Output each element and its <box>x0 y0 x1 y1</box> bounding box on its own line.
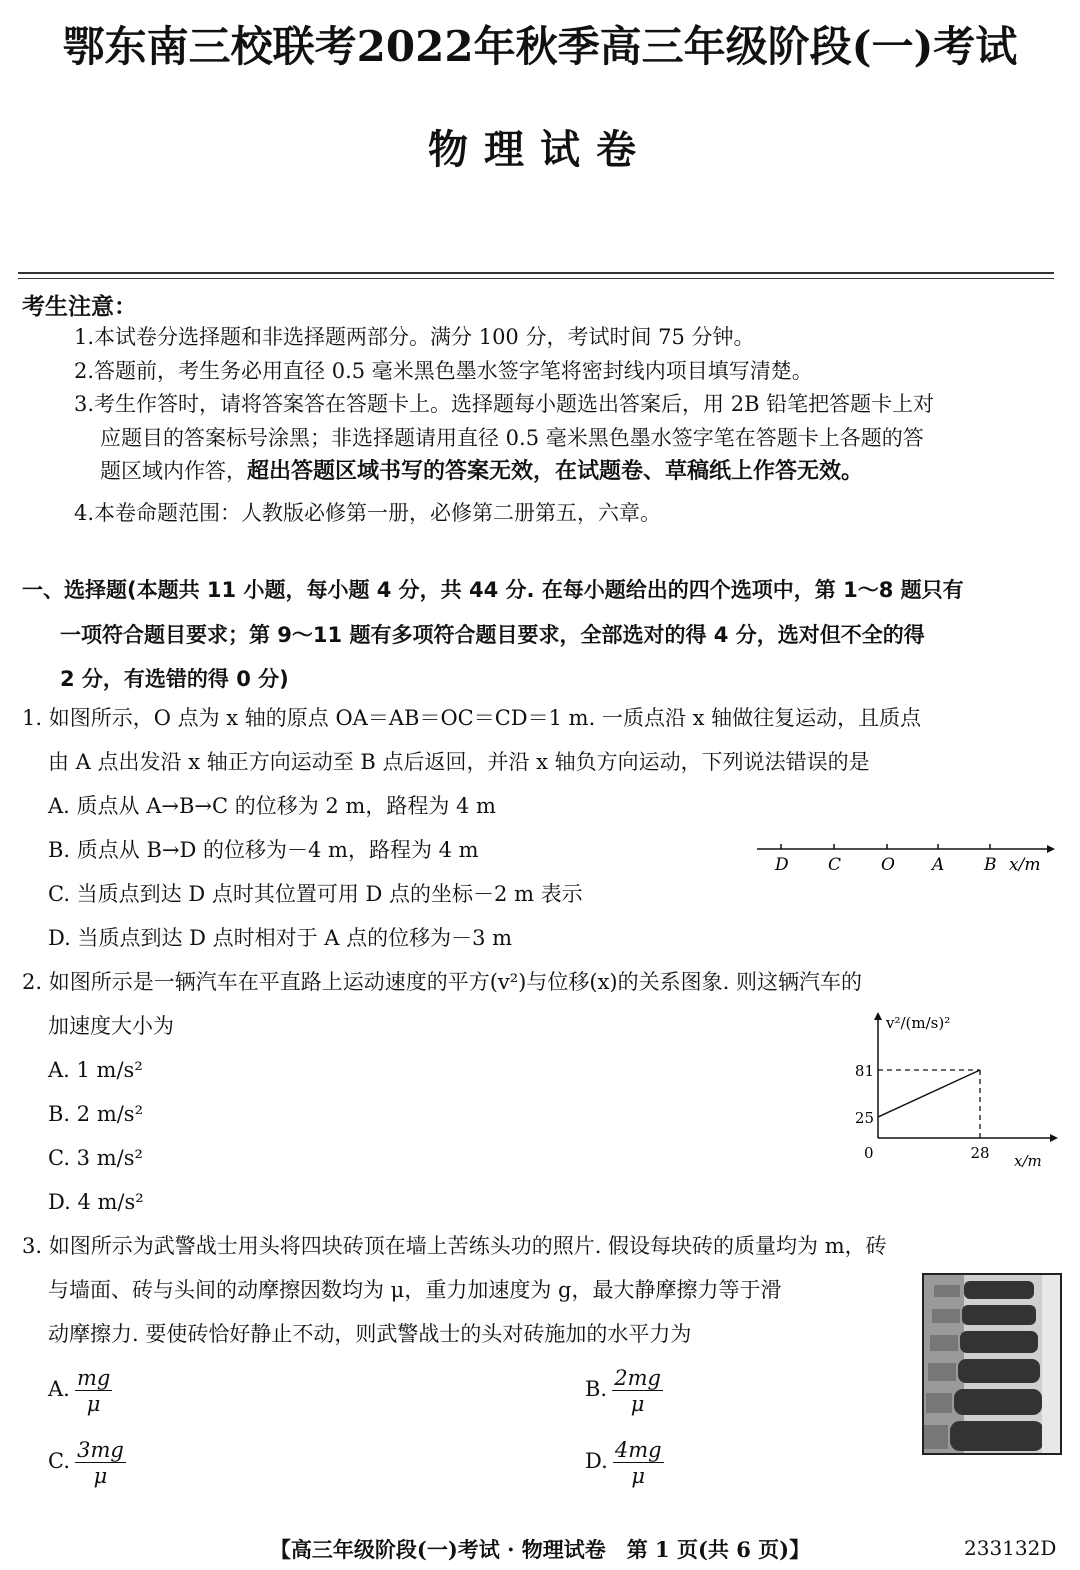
q1-option-b: B. 质点从 B→D 的位移为－4 m，路程为 4 m <box>48 838 479 862</box>
q3-photo-illustration <box>924 1275 1060 1453</box>
q1-stem-2: 由 A 点出发沿 x 轴正方向运动至 B 点后返回，并沿 x 轴负方向运动，下列说法错误的是 <box>48 750 870 774</box>
notice-item-2: 2.答题前，考生务必用直径 0.5 毫米黑色墨水签字笔将密封线内项目填写清楚。 <box>74 359 813 383</box>
divider-thin <box>18 278 1054 279</box>
q3-option-a-label: A. <box>48 1377 70 1401</box>
notice-warning: 超出答题区域书写的答案无效，在试题卷、草稿纸上作答无效。 <box>247 459 864 484</box>
q1-label-d: D <box>775 855 789 875</box>
notice-item-4: 4.本卷命题范围：人教版必修第一册，必修第二册第五，六章。 <box>74 501 662 525</box>
q2-y-tick-81: 81 <box>854 1062 874 1080</box>
notice-item-3-tail: 题区域内作答， <box>100 459 247 483</box>
notice-item-1: 1.本试卷分选择题和非选择题两部分。满分 100 分，考试时间 75 分钟。 <box>74 325 755 349</box>
q1-option-c: C. 当质点到达 D 点时其位置可用 D 点的坐标－2 m 表示 <box>48 882 583 906</box>
q2-series-line <box>878 1070 980 1117</box>
exam-subtitle: 物理试卷 <box>428 126 652 173</box>
q3-option-b <box>585 1366 663 1417</box>
q2-origin-label: 0 <box>864 1144 874 1162</box>
q1-stem-1: 1. 如图所示，O 点为 x 轴的原点 OA＝AB＝OC＝CD＝1 m. 一质点沿 x 轴做往复运动，且质点 <box>22 706 922 730</box>
q3-option-b-label: B. <box>585 1377 608 1401</box>
exam-title: 鄂东南三校联考2022年秋季高三年级阶段(一)考试 <box>62 22 1018 71</box>
q2-stem-1: 2. 如图所示是一辆汽车在平直路上运动速度的平方(v²)与位移(x)的关系图象. 则这辆汽车的 <box>22 970 862 994</box>
notice-item-3: 3.考生作答时，请将答案答在答题卡上。选择题每小题选出答案后，用 2B 铅笔把答题卡上对 <box>74 392 935 416</box>
q3-option-c <box>48 1438 126 1489</box>
q1-label-c: C <box>828 855 842 875</box>
q2-x-label: x/m <box>1014 1152 1042 1170</box>
q2-x-tick-28: 28 <box>970 1144 990 1162</box>
q1-label-b: B <box>984 855 997 875</box>
notice-heading: 考生注意： <box>22 294 137 320</box>
q3-option-a <box>48 1366 112 1417</box>
q3-option-d-fraction <box>613 1438 664 1489</box>
q2-option-a: A. 1 m/s² <box>48 1058 143 1082</box>
q1-label-o: O <box>881 855 895 875</box>
q3-option-c-num: 3mg <box>77 1438 124 1462</box>
section-instructions-2: 一项符合题目要求；第 9～11 题有多项符合题目要求，全部选对的得 4 分，选对但不全的得 <box>60 623 925 647</box>
q2-y-arrow <box>874 1012 882 1020</box>
q3-option-a-fraction <box>75 1366 112 1417</box>
q2-x-arrow <box>1050 1134 1058 1142</box>
q3-option-a-num: mg <box>76 1366 111 1390</box>
q2-stem-2: 加速度大小为 <box>48 1014 174 1038</box>
q1-axis-arrow <box>1047 845 1055 853</box>
q1-axis-label: x/m <box>1009 855 1041 875</box>
q3-stem-1: 3. 如图所示为武警战士用头将四块砖顶在墙上苦练头功的照片. 假设每块砖的质量均为 m，砖 <box>22 1234 887 1258</box>
q3-option-b-fraction <box>612 1366 663 1417</box>
q1-option-d: D. 当质点到达 D 点时相对于 A 点的位移为－3 m <box>48 926 513 950</box>
q3-option-d-num: 4mg <box>614 1438 662 1462</box>
notice-item-3-end <box>100 460 863 483</box>
q2-option-c: C. 3 m/s² <box>48 1146 143 1170</box>
q3-option-b-num: 2mg <box>614 1366 661 1390</box>
page-footer: 【高三年级阶段(一)考试 · 物理试卷 第 1 页(共 6 页)】 <box>269 1537 811 1562</box>
q3-stem-3: 动摩擦力. 要使砖恰好静止不动，则武警战士的头对砖施加的水平力为 <box>48 1322 692 1346</box>
q2-y-tick-25: 25 <box>854 1109 874 1128</box>
notice-item-3-cont: 应题目的答案标号涂黑；非选择题请用直径 0.5 毫米黑色墨水签字笔在答题卡上各题的答 <box>100 426 924 450</box>
q2-y-label: v²/(m/s)² <box>886 1014 951 1032</box>
section-instructions-1: 一、选择题(本题共 11 小题，每小题 4 分，共 44 分. 在每小题给出的四个选项中，第 1～8 题只有 <box>22 578 964 602</box>
q3-option-d <box>585 1438 664 1489</box>
q2-option-b: B. 2 m/s² <box>48 1102 144 1126</box>
q3-photo <box>922 1273 1062 1455</box>
q3-option-d-den: μ <box>631 1464 646 1488</box>
q1-option-a: A. 质点从 A→B→C 的位移为 2 m，路程为 4 m <box>48 794 496 818</box>
q1-label-a: A <box>932 855 945 875</box>
paper-code: 233132D <box>964 1536 1057 1560</box>
q3-option-d-label: D. <box>585 1449 608 1473</box>
q3-option-a-den: μ <box>86 1392 101 1416</box>
divider-thick <box>18 272 1054 274</box>
q2-chart <box>850 1008 1062 1173</box>
q3-option-c-fraction <box>75 1438 126 1489</box>
q3-option-c-label: C. <box>48 1449 70 1473</box>
q3-option-b-den: μ <box>630 1392 645 1416</box>
q3-option-c-den: μ <box>93 1464 108 1488</box>
q1-number-line <box>755 834 1055 880</box>
section-instructions-3: 2 分，有选错的得 0 分) <box>60 667 289 691</box>
q3-stem-2: 与墙面、砖与头间的动摩擦因数均为 μ，重力加速度为 g，最大静摩擦力等于滑 <box>48 1278 782 1302</box>
q2-option-d: D. 4 m/s² <box>48 1190 144 1214</box>
